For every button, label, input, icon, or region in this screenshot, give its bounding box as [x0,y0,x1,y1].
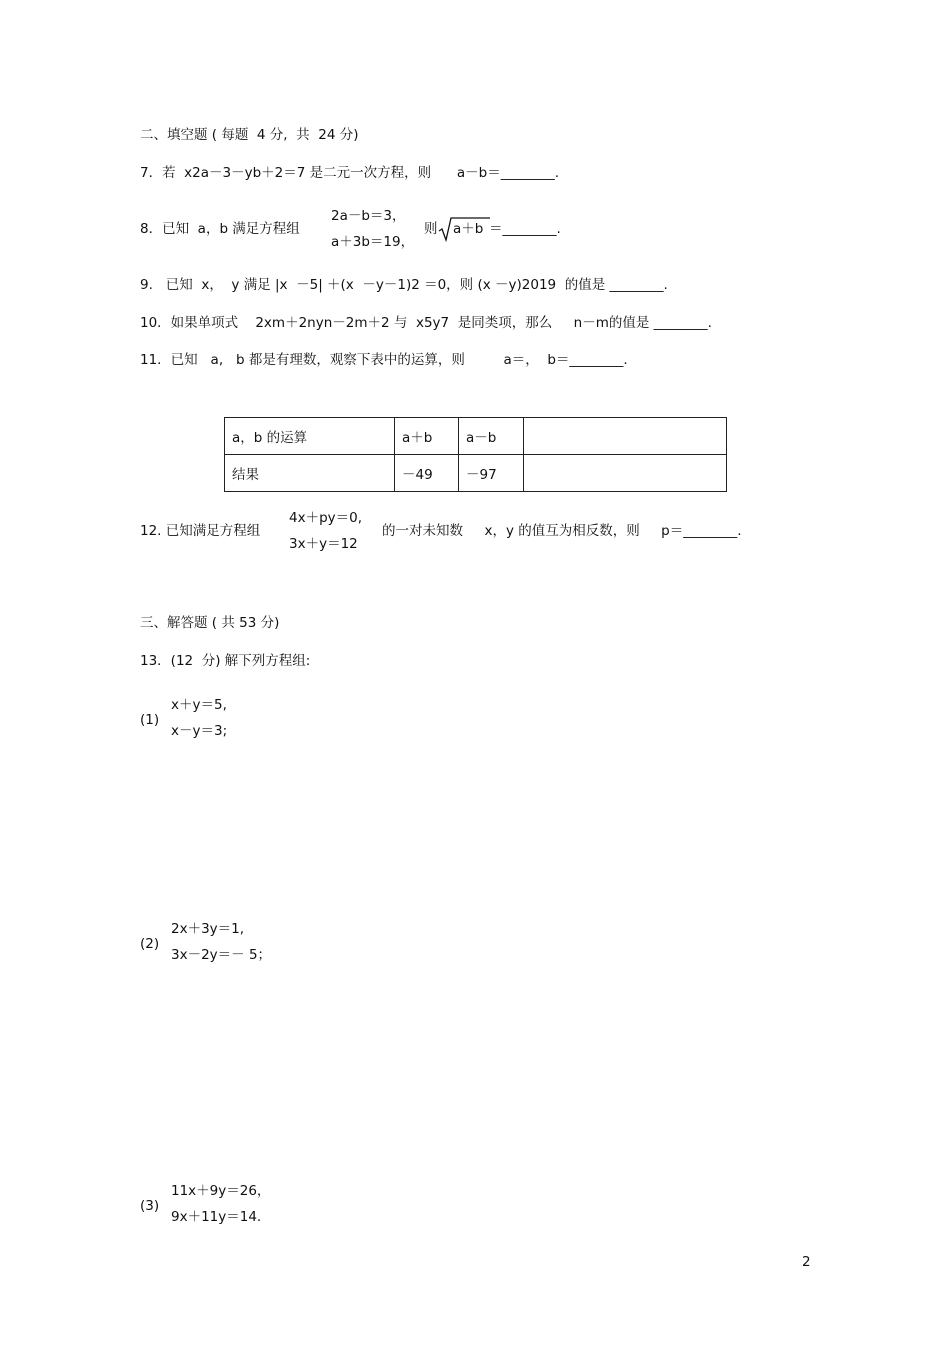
question-8-then: 则 [424,221,438,237]
equation-line: 4x＋py＝0, [289,510,363,526]
equation-line: x－y＝3; [171,723,228,739]
equation-line: 11x＋9y＝26， [171,1183,271,1199]
table-cell: 结果 [225,455,395,492]
radicand: a＋b [453,221,484,237]
table-cell: a，b 的运算 [225,418,395,455]
page-number: 2 [802,1254,811,1270]
equation-line: 9x＋11y＝14. [171,1209,262,1225]
equation-line: 2a－b＝3， [331,208,406,224]
question-8-equation-system [331,203,414,255]
equation-line: 2x＋3y＝1, [171,921,245,937]
equation-line: 3x＋y＝12 [289,536,358,552]
question-12-equation-system [289,505,362,557]
part-label: (2) [140,936,160,952]
table-cell [524,455,727,492]
table-cell: a－b [459,418,524,455]
table-cell: －97 [459,455,524,492]
question-11: 11．已知 a, b 都是有理数，观察下表中的运算，则 a＝， b＝________. [140,352,628,368]
part-1-equation-system [171,692,227,744]
table-row [225,418,727,455]
question-8-suffix: ＝________. [489,221,561,237]
equation-line: 3x－2y＝－ 5； [171,947,272,963]
question-10: 10．如果单项式 2xm＋2nyn－2m＋2 与 x5y7 是同类项，那么 n－m的值是 ________. [140,315,712,331]
equation-line: x＋y＝5, [171,697,227,713]
equation-line: a＋3b＝19， [331,234,415,250]
part-label: (3) [140,1198,160,1214]
operation-table [224,417,727,492]
part-3-equation-system [171,1178,270,1230]
section-2-heading: 二、填空题 ( 每题 4 分, 共 24 分) [140,127,359,143]
question-9: 9. 已知 x， y 满足 |x －5| ＋(x －y－1)2 ＝0，则 (x －y)2019 的值是 ________. [140,277,668,293]
question-12-prefix: 12. 已知满足方程组 [140,523,261,539]
table-cell: a＋b [395,418,459,455]
part-2-equation-system [171,916,271,968]
table-row [225,455,727,492]
question-13: 13．(12 分) 解下列方程组: [140,653,311,669]
section-3-heading: 三、解答题 ( 共 53 分) [140,615,280,631]
question-8-prefix: 8．已知 a，b 满足方程组 [140,221,300,237]
table-cell: －49 [395,455,459,492]
table-cell [524,418,727,455]
question-7: 7．若 x2a－3－yb＋2＝7 是二元一次方程，则 a－b＝________. [140,165,560,181]
part-label: (1) [140,712,160,728]
square-root-icon [438,216,490,242]
question-12-suffix: 的一对未知数 x，y 的值互为相反数，则 p＝________. [382,523,742,539]
